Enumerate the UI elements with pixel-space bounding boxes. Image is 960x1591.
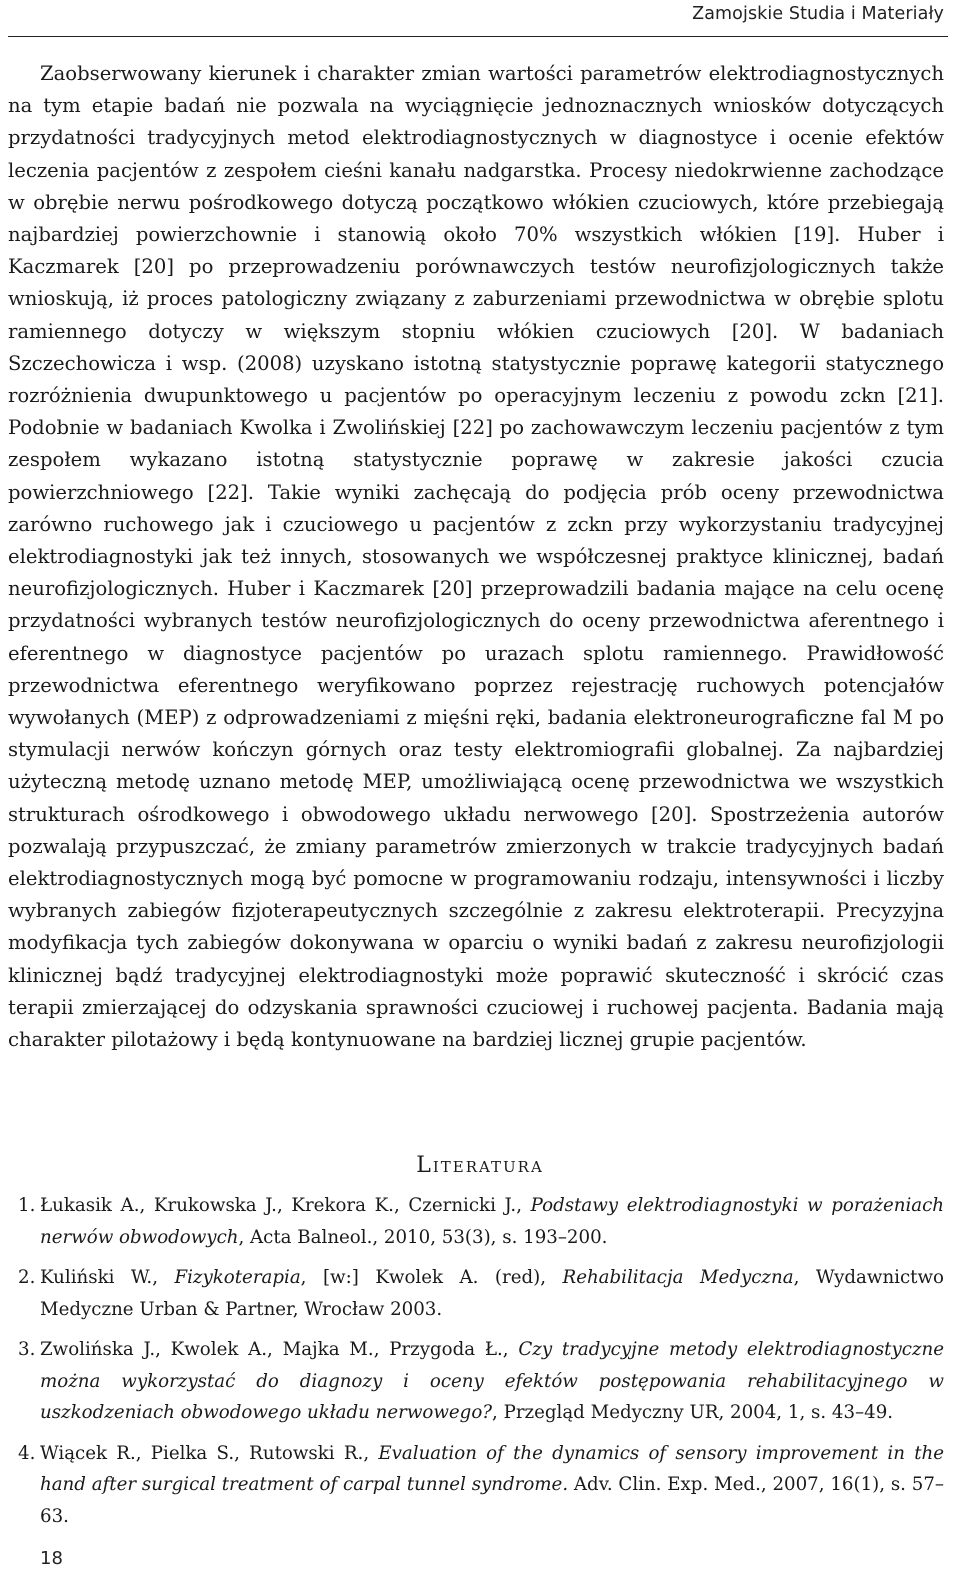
reference-title: Evaluation of the dynamics of sensory improvement in the hand after surgical treatment of carpal tunnel syndrome.: [40, 1442, 944, 1495]
page-number: 18: [40, 1548, 63, 1569]
reference-source: , Przegląd Medyczny UR, 2004, 1, s. 43–49.: [492, 1402, 894, 1423]
reference-title: Podstawy elektrodiagnostyki w porażeniach nerwów obwodowych: [40, 1195, 945, 1248]
reference-item: [8, 1190, 944, 1253]
reference-book-title: Rehabilitacja Medyczna: [562, 1267, 794, 1288]
reference-authors: Wiącek R., Pielka S., Rutowski R.,: [40, 1442, 379, 1464]
reference-item: [8, 1438, 944, 1533]
reference-number: 1.: [18, 1195, 36, 1216]
reference-item: [8, 1262, 944, 1325]
reference-source: , Wydawnictwo Medyczne Urban & Partner, Wrocław 2003.: [40, 1267, 944, 1320]
reference-item: [8, 1334, 944, 1429]
reference-title: Fizykoterapia: [174, 1267, 301, 1288]
reference-number: 4.: [18, 1442, 36, 1464]
reference-editor: , [w:] Kwolek A. (red),: [300, 1267, 563, 1288]
journal-title: Zamojskie Studia i Materiały: [692, 4, 944, 24]
reference-list: [8, 1190, 944, 1541]
references-heading: Literatura: [416, 1153, 544, 1178]
reference-number: 2.: [18, 1267, 36, 1288]
reference-source: Adv. Clin. Exp. Med., 2007, 16(1), s. 57–63.: [40, 1474, 945, 1527]
reference-source: , Acta Balneol., 2010, 53(3), s. 193–200.: [238, 1226, 608, 1248]
reference-authors: Łukasik A., Krukowska J., Krekora K., Czernicki J.,: [40, 1195, 531, 1216]
running-header: [8, 0, 948, 37]
reference-title: Czy tradycyjne metody elektrodiagnostyczne można wykorzystać do diagnozy i oceny efektów postępowania rehabilitacyjnego w uszkodzeniach obwodowego układu nerwowego?: [40, 1339, 944, 1423]
reference-authors: Kuliński W.,: [40, 1267, 175, 1288]
reference-number: 3.: [18, 1339, 36, 1360]
reference-authors: Zwolińska J., Kwolek A., Majka M., Przygoda Ł.,: [40, 1339, 519, 1360]
body-paragraph: Zaobserwowany kierunek i charakter zmian wartości parametrów elektrodiagnostycznych na tym etapie badań nie pozwala na wyciągnięcie jednoznacznych wniosków dotyczących przydatności tradycyjnych metod elektrodiagnostycznych w diagnostyce i ocenie efektów leczenia pacjentów z zespołem cieśni kanału nadgarstka. Procesy niedokrwienne zachodzące w obrębie nerwu pośrodkowego dotyczą początkowo włókien czuciowych, które przebiegają najbardziej powierzchownie i stanowią około 70% wszystkich włókien [19]. Huber i Kaczmarek [20] po przeprowadzeniu porównawczych testów neurofizjologicznych także wnioskują, iż proces patologiczny związany z zaburzeniami przewodnictwa w obrębie splotu ramiennego dotyczy w większym stopniu włókien czuciowych [20]. W badaniach Szczechowicza i wsp. (2008) uzyskano istotną statystycznie poprawę kategorii statycznego rozróżnienia dwupunktowego u pacjentów po operacyjnym leczeniu z powodu zckn [21]. Podobnie w badaniach Kwolka i Zwolińskiej [22] po zachowawczym leczeniu pacjentów z tym zespołem wykazano istotną statystycznie poprawę w zakresie jakości czucia powierzchniowego [22]. Takie wyniki zachęcają do podjęcia prób oceny przewodnictwa zarówno ruchowego jak i czuciowego u pacjentów z zckn przy wykorzystaniu tradycyjnej elektrodiagnostyki jak też innych, stosowanych we współczesnej praktyce klinicznej, badań neurofizjologicznych. Huber i Kaczmarek [20] przeprowadzili badania mające na celu ocenę przydatności wybranych testów neurofizjologicznych do oceny przewodnictwa aferentnego i eferentnego w diagnostyce pacjentów po urazach splotu ramiennego. Prawidłowość przewodnictwa eferentnego weryfikowano poprzez rejestrację ruchowych potencjałów wywołanych (MEP) z odprowadzeniami z mięśni ręki, badania elektroneurograficzne fal M po stymulacji nerwów kończyn górnych oraz testy elektromiografii globalnej. Za najbardziej użyteczną metodę uznano metodę MEP, umożliwiającą ocenę przewodnictwa we wszystkich strukturach ośrodkowego i obwodowego układu nerwowego [20]. Spostrzeżenia autorów pozwalają przypuszczać, że zmiany parametrów zmierzonych w trakcie tradycyjnych badań elektrodiagnostycznych mogą być pomocne w programowaniu rodzaju, intensywności i liczby wybranych zabiegów fizjoterapeutycznych szczególnie z zakresu elektroterapii. Precyzyjna modyfikacja tych zabiegów dokonywana w oparciu o wyniki badań z zakresu neurofizjologii klinicznej bądź tradycyjnej elektrodiagnostyki może poprawić skuteczność i skrócić czas terapii zmierzającej do odzyskania sprawności czuciowej i ruchowej pacjenta. Badania mają charakter pilotażowy i będą kontynuowane na bardziej licznej grupie pacjentów.: [8, 62, 944, 1052]
